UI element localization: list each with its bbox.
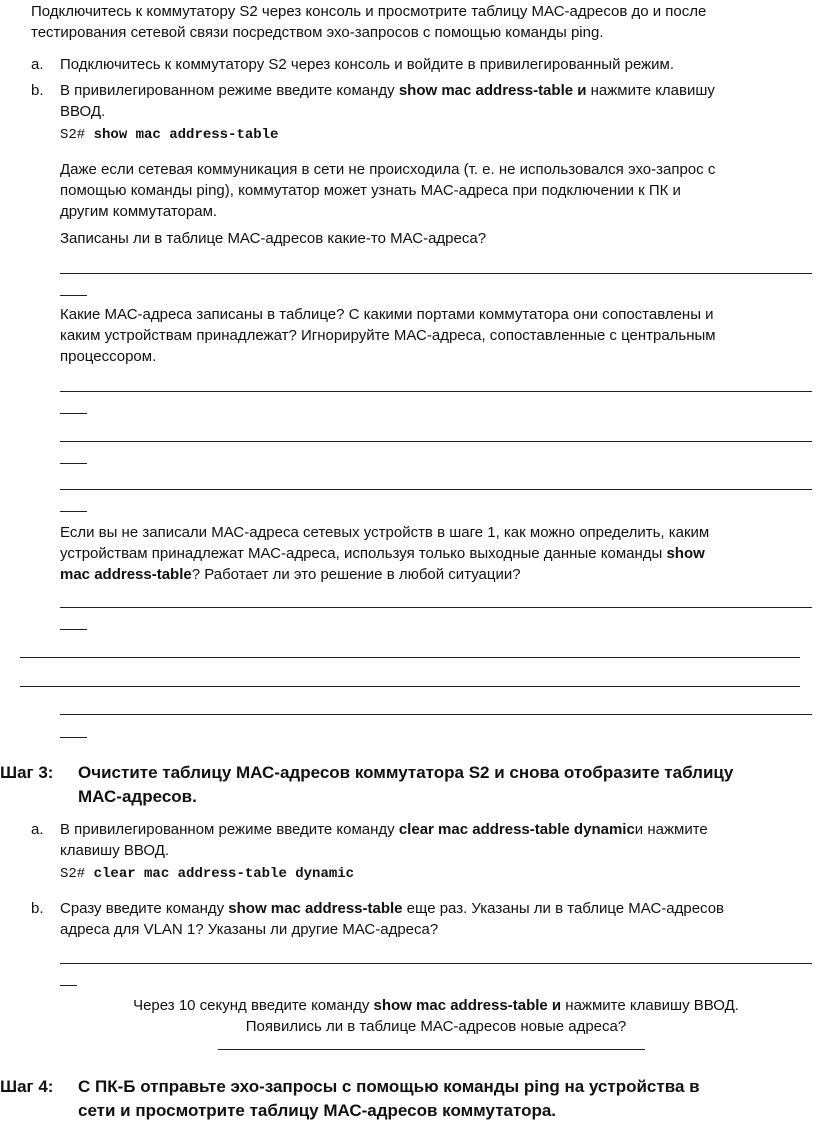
step-3-b-letter: b. <box>31 900 44 917</box>
answer-line-short <box>60 511 87 512</box>
step-3-b-text: Сразу введите команду show mac address-table еще раз. Указаны ли в таблице МАС-адресов адреса для VLAN 1? Указаны ли другие МАС-адреса? <box>60 900 725 938</box>
step-3-heading: Очистите таблицу МАС-адресов коммутатора S2 и снова отобразите таблицу МАС-адресов. <box>78 763 734 806</box>
item-b-command: show mac address-table и <box>398 82 587 99</box>
answer-line[interactable] <box>60 607 812 608</box>
answer-line[interactable] <box>60 963 812 964</box>
cli-clear-mac <box>60 866 354 882</box>
explanation-paragraph: Даже если сетевая коммуникация в сети не происходила (т. е. не использовался эхо-запрос с помощью команды ping), коммутатор может узнать МАС-адреса при подключении к ПК и другим коммутаторам. <box>60 161 716 220</box>
answer-line[interactable] <box>218 1049 645 1050</box>
answer-line[interactable] <box>60 273 812 274</box>
step-3-a-command: clear mac address-table dynamic <box>398 821 635 838</box>
answer-line-short <box>60 737 87 738</box>
cli-show-mac <box>60 127 278 143</box>
intro-line-2: тестирования сетевой связи посредством эхо-запросов с помощью команды ping. <box>31 24 604 41</box>
cli-prompt: S2# <box>60 127 86 143</box>
cli-command: clear mac address-table dynamic <box>93 866 355 882</box>
cli-prompt: S2# <box>60 866 86 882</box>
item-a-text: Подключитесь к коммутатору S2 через консоль и войдите в привилегированный режим. <box>60 56 675 73</box>
intro-paragraph <box>31 1 811 43</box>
answer-line[interactable] <box>60 489 812 490</box>
answer-line-short <box>60 413 87 414</box>
step-4-heading: С ПК-Б отправьте эхо-запросы с помощью команды ping на устройства в сети и просмотрите таблицу МАС-адресов коммутатора. <box>78 1077 700 1120</box>
step-4-label: Шаг 4: <box>0 1077 54 1096</box>
step-3-a-letter: a. <box>31 821 44 838</box>
intro-line-1: Подключитесь к коммутатору S2 через консоль и просмотрите таблицу МАС-адресов до и после <box>31 3 707 20</box>
answer-line-short <box>60 985 77 986</box>
question-3: Если вы не записали МАС-адреса сетевых устройств в шаге 1, как можно определить, каким устройствам принадлежат МАС-адреса, используя только выходные данные команды show mac address-table? Работает ли это решение в любой ситуации? <box>60 524 710 583</box>
question-1: Записаны ли в таблице МАС-адресов какие-то МАС-адреса? <box>60 230 487 247</box>
answer-line-short <box>60 629 87 630</box>
item-b-letter: b. <box>31 82 44 99</box>
answer-line[interactable] <box>20 657 800 658</box>
answer-line[interactable] <box>60 391 812 392</box>
step-3-a-text: В привилегированном режиме введите команду clear mac address-table dynamicи нажмите клавишу ВВОД. <box>60 821 708 859</box>
answer-line-short <box>60 295 87 296</box>
item-b-text: В привилегированном режиме введите команду show mac address-table и нажмите клавишу ВВОД. <box>60 82 715 120</box>
answer-line[interactable] <box>60 714 812 715</box>
note-command: show mac address-table и <box>373 997 562 1014</box>
answer-line[interactable] <box>20 686 800 687</box>
answer-line[interactable] <box>60 441 812 442</box>
step-3-label: Шаг 3: <box>0 763 54 782</box>
answer-line-short <box>60 463 87 464</box>
cli-command: show mac address-table <box>93 127 279 143</box>
note-paragraph: Через 10 секунд введите команду show mac address-table и нажмите клавишу ВВОД. Появились ли в таблице МАС-адресов новые адреса? <box>133 997 739 1035</box>
question-2: Какие МАС-адреса записаны в таблице? С какими портами коммутатора они сопоставлены и каким устройствам принадлежат? Игнорируйте МАС-адреса, сопоставленные с центральным процессором. <box>60 306 716 365</box>
step-3-b-command: show mac address-table <box>228 900 403 917</box>
item-a-letter: a. <box>31 56 44 73</box>
